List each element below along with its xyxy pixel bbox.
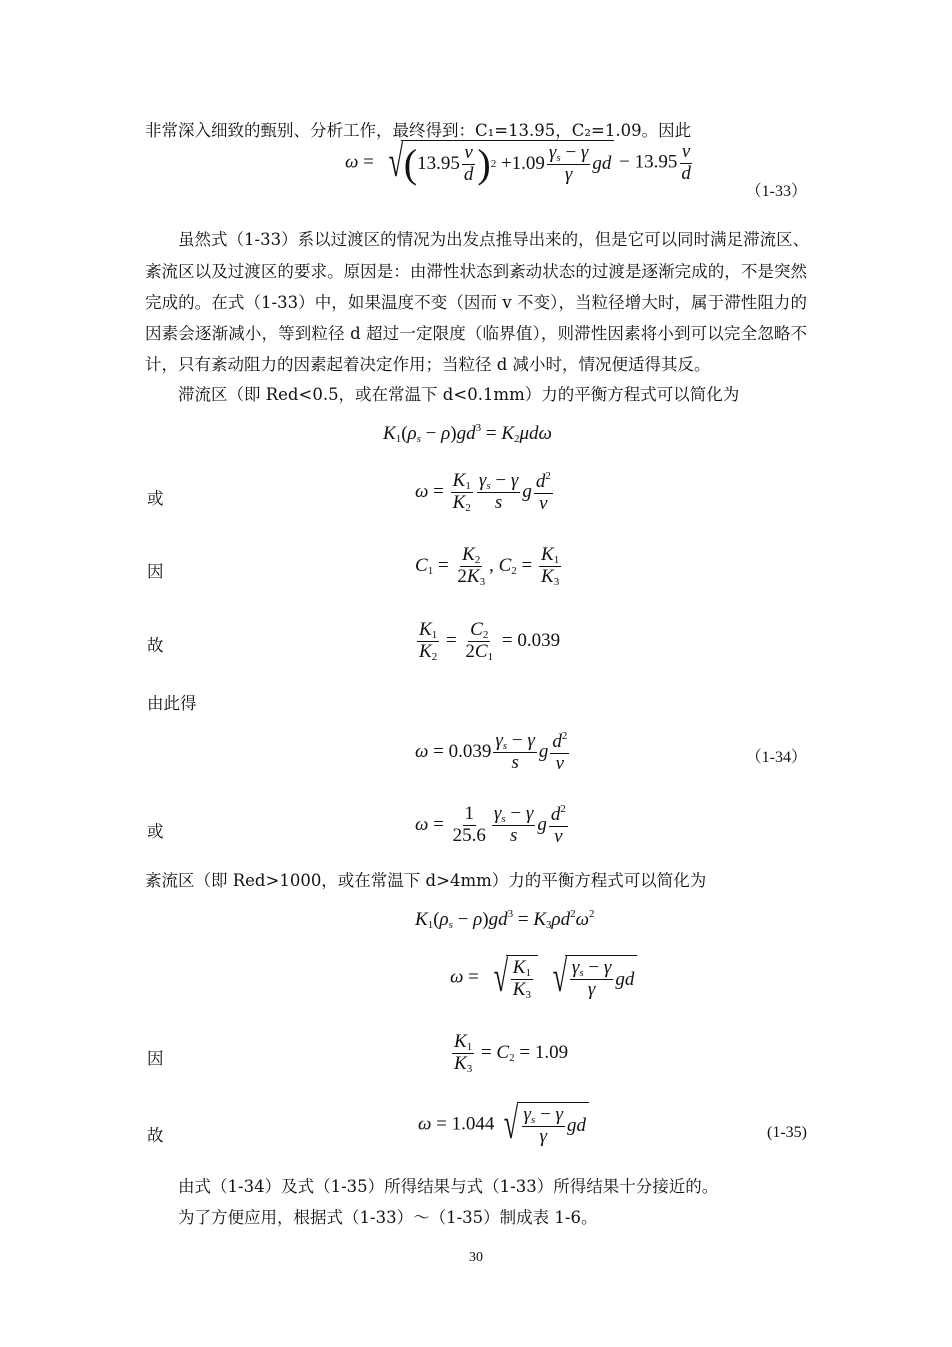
equation-laminar-balance: $K_1(\rho_s - \rho)gd^3 = K_2\mu d\omega$ (383, 422, 552, 445)
page-number: 30 (469, 1250, 483, 1265)
label-therefore: 故 (147, 1126, 164, 1145)
paragraph-line: 因素会逐渐减小，等到粒径 d 超过一定限度（临界值），则滞性因素将小到可以完全忽略不 (145, 324, 807, 343)
equation-1-35: ω = 1.044 √ $\frac{\gamma_s - \gamma}{\gamma}$ gd (418, 1102, 589, 1148)
intro-text: 非常深入细致的甄别、分析工作，最终得到：C₁=13.95，C₂=1.09。因此 (145, 121, 692, 140)
paragraph-line: 虽然式（1-33）系以过渡区的情况为出发点推导出来的，但是它可以同时满足滞流区、 (178, 230, 810, 249)
intro-line (145, 120, 691, 142)
equation-number-1-33: （1-33） (745, 183, 807, 200)
label-or: 或 (147, 489, 164, 508)
equation-number-1-35: (1-35) (767, 1124, 807, 1141)
paragraph-line: 由式（1-34）及式（1-35）所得结果与式（1-33）所得结果十分接近的。 (178, 1177, 719, 1196)
paragraph-line: 完成的。在式（1-33）中，如果温度不变（因而 v 不变），当粒径增大时，属于滞性阻力的 (145, 293, 807, 312)
equation-number-1-34: （1-34） (745, 749, 807, 766)
label-or: 或 (147, 822, 164, 841)
equation-1-33: ω = √ ( 13.95 $\frac{v}{d}$ ) 2 + 1.09 $\frac{\gamma_s - \gamma}{\gamma}$ gd − 13.95 $\frac{v}{d}$ (345, 137, 691, 187)
label-hence: 由此得 (147, 694, 197, 713)
equation-constants: $C_1$ = $\frac{K_2}{2K_3}$ , $C_2$ = $\frac{K_1}{K_3}$ (415, 544, 560, 589)
equation-turbulent-balance: $K_1(\rho_s - \rho)gd^3 = K_3\rho d^2\omega^2$ (415, 908, 595, 931)
paragraph-line: 滞流区（即 Red<0.5，或在常温下 d<0.1mm）力的平衡方程式可以简化为 (178, 385, 740, 404)
label-therefore: 故 (147, 636, 164, 655)
label-because: 因 (147, 1049, 164, 1068)
equation-1-34-alt: ω = $\frac{1}{25.6}$ $\frac{\gamma_s - \gamma}{s}$ g $\frac{d^2}{v}$ (415, 802, 566, 847)
label-because: 因 (147, 562, 164, 581)
paragraph-line: 为了方便应用，根据式（1-33）～（1-35）制成表 1-6。 (178, 1208, 598, 1227)
paragraph-line: 紊流区以及过渡区的要求。原因是：由滞性状态到紊动状态的过渡是逐渐完成的，不是突然 (145, 262, 807, 281)
equation-1-34: ω = 0.039 $\frac{\gamma_s - \gamma}{s}$ g $\frac{d^2}{v}$ (415, 729, 568, 774)
equation-ratio: $\frac{K_1}{K_2}$ = $\frac{C_2}{2C_1}$ = 0.039 (419, 619, 561, 664)
equation-turbulent-constant: $\frac{K_1}{K_3}$ = $C_2 = 1.09$ (454, 1031, 569, 1076)
paragraph-line: 紊流区（即 Red>1000，或在常温下 d>4mm）力的平衡方程式可以简化为 (145, 871, 707, 890)
equation-laminar-velocity: ω = $\frac{K_1}{K_2}$ $\frac{\gamma_s - \gamma}{s}$ g $\frac{d^2}{v}$ (415, 469, 551, 514)
equation-turbulent-velocity: ω = √ $\frac{K_1}{K_3}$ √ $\frac{\gamma_s - \gamma}{\gamma}$ gd (450, 955, 637, 1001)
paragraph-line: 计，只有紊动阻力的因素起着决定作用；当粒径 d 减小时，情况便适得其反。 (145, 355, 711, 374)
